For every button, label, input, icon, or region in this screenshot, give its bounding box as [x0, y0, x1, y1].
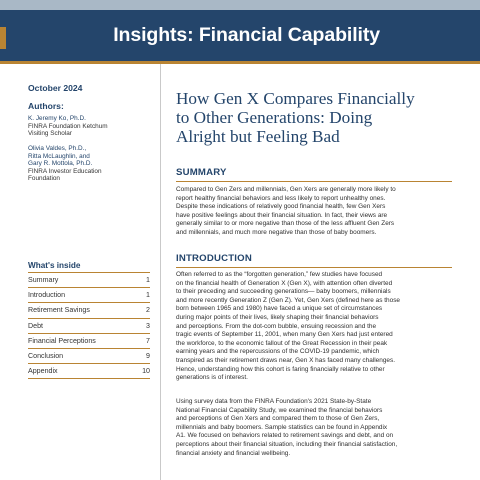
toc-page: 10 — [142, 367, 150, 376]
text-line: financial anxiety and financial wellbeing. — [176, 449, 291, 457]
author-name — [28, 115, 154, 123]
header-gold-rule — [0, 61, 480, 64]
text-line: the workforce, to the economic fallout of the Great Recession in their peak — [176, 339, 388, 347]
summary-paragraph — [176, 186, 452, 238]
text-line: A1. We focused on behaviors related to retirement savings and debt, and on — [176, 432, 394, 440]
author-name-line: Olivia Valdes, Ph.D., — [28, 145, 87, 152]
column-divider — [160, 64, 161, 480]
toc-label: Introduction — [28, 291, 66, 300]
text-line: generations is of interest. — [176, 374, 248, 382]
toc-label: Financial Perceptions — [28, 336, 96, 345]
author-affiliation: FINRA Investor Education — [28, 167, 102, 175]
top-color-band — [0, 0, 480, 10]
toc-item-conclusion[interactable] — [28, 349, 150, 364]
author-affiliation: Foundation — [28, 175, 60, 183]
text-line: Compared to Gen Zers and millennials, Gen Xers are generally more likely to — [176, 186, 396, 193]
author-name-line: Ritta McLaughlin, and — [28, 152, 90, 160]
toc-page: 1 — [146, 291, 150, 300]
author-affiliation: Visiting Scholar — [28, 130, 72, 138]
report-title — [176, 89, 461, 147]
authors-heading: Authors: — [28, 101, 64, 111]
header-accent-bar — [0, 27, 6, 49]
text-line: report healthy financial behaviors and less likely to report unhealthy ones. — [176, 194, 386, 202]
text-line: and perceptions of Gen Xers and compared them to those of Gen Zers, — [176, 415, 380, 423]
author-block-2 — [28, 145, 154, 183]
text-line: on the financial health of Generation X (Gen X), with attention often diverted — [176, 279, 393, 287]
text-line: millennials and baby boomers. Sample statistics can be found in Appendix — [176, 423, 388, 431]
text-line: born between 1965 and 1980) have faced a unique set of circumstances — [176, 305, 383, 313]
text-line: and millennials, and much more negative than those of baby boomers. — [176, 228, 377, 236]
text-line: to their preceding and succeeding generations— baby boomers, millennials — [176, 288, 391, 296]
text-line: transpired as their retirement draws near, Gen X has faced many challenges. — [176, 356, 395, 364]
text-line: Hence, understanding how this cohort is faring financially relative to other — [176, 365, 385, 373]
text-line: perceptions about their financial situation, including their financial satisfaction, — [176, 440, 398, 448]
text-line: National Financial Capability Study, we examined the financial behaviors — [176, 406, 383, 414]
title-line: How Gen X Compares Financially — [176, 89, 415, 108]
toc-page: 9 — [146, 351, 150, 360]
text-line: Using survey data from the FINRA Foundation's 2021 State-by-State — [176, 398, 372, 405]
title-line: to Other Generations: Doing — [176, 108, 373, 128]
toc-page: 1 — [146, 276, 150, 284]
introduction-heading: INTRODUCTION — [176, 253, 452, 268]
summary-heading: SUMMARY — [176, 167, 452, 182]
toc-page: 3 — [146, 321, 150, 330]
toc-page: 2 — [146, 306, 150, 315]
publication-date: October 2024 — [28, 83, 83, 93]
toc-item-summary[interactable] — [28, 273, 150, 288]
toc-item-retirement-savings[interactable] — [28, 303, 150, 318]
toc-label: Appendix — [28, 367, 58, 376]
author-name-line: K. Jeremy Ko, Ph.D. — [28, 115, 86, 122]
text-line: Despite these indications of relatively good financial health, few Gen Xers — [176, 203, 386, 211]
toc-label: Retirement Savings — [28, 306, 90, 315]
title-line: Alright but Feeling Bad — [176, 127, 340, 147]
text-line: Often referred to as the “forgotten generation,” few studies have focused — [176, 271, 383, 278]
toc-page: 7 — [146, 336, 150, 345]
text-line: earning years and the repercussions of the COVID-19 pandemic, which — [176, 348, 380, 356]
introduction-paragraph-1 — [176, 271, 452, 383]
table-of-contents — [28, 272, 150, 379]
text-line: and perceptions. From the dot-com bubble, ensuing recession and the — [176, 322, 377, 330]
introduction-paragraph-2 — [176, 398, 452, 458]
author-name-line: Gary R. Mottola, Ph.D. — [28, 160, 93, 168]
text-line: tragic events of September 11, 2001, when many Gen Xers had just entered — [176, 331, 393, 339]
header-title: Insights: Financial Capability — [113, 24, 380, 46]
report-header — [0, 10, 480, 61]
author-block-1 — [28, 115, 154, 138]
text-line: and more recently Generation Z (Gen Z). Yet, Gen Xers (defined here as those — [176, 296, 401, 304]
toc-item-debt[interactable] — [28, 319, 150, 334]
toc-item-financial-perceptions[interactable] — [28, 334, 150, 349]
author-affiliation: FINRA Foundation Ketchum — [28, 122, 108, 130]
text-line: generally similar to or more negative than those of the less affluent Gen Zers — [176, 220, 395, 228]
toc-label: Summary — [28, 276, 59, 284]
toc-label: Debt — [28, 321, 43, 330]
toc-label: Conclusion — [28, 351, 64, 360]
text-line: during major points of their lives, likely shaping their financial behaviors — [176, 313, 379, 321]
whats-inside-heading: What's inside — [28, 261, 81, 270]
toc-item-introduction[interactable] — [28, 288, 150, 303]
text-line: have positive feelings about their financial situation. In fact, their views are — [176, 211, 388, 219]
author-name — [28, 145, 154, 168]
toc-item-appendix[interactable] — [28, 364, 150, 379]
